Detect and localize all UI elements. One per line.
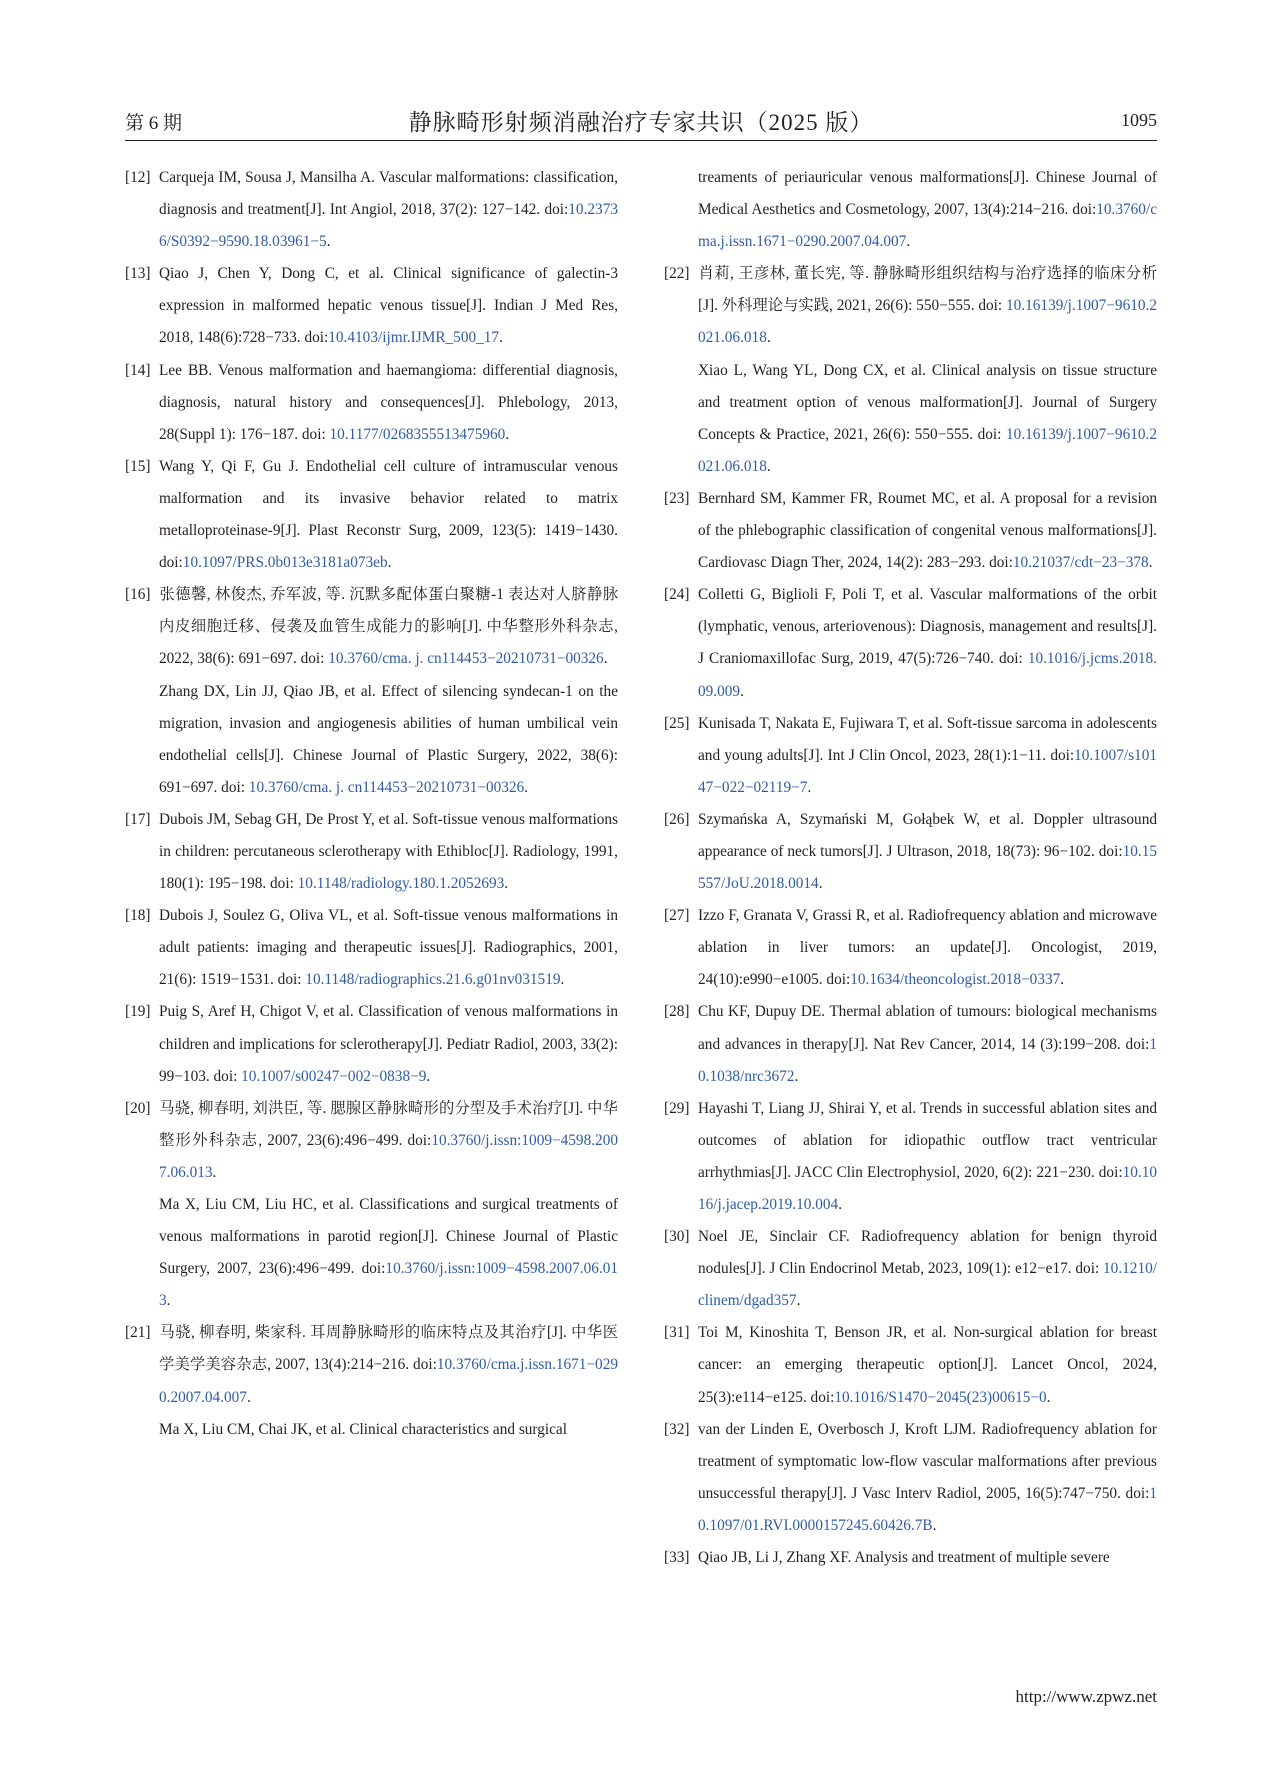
reference-entry bbox=[664, 1542, 1157, 1574]
reference-text: Hayashi T, Liang JJ, Shirai Y, et al. Trends in successful ablation sites and outcomes of ablation for idiopathic outflow tract ventricular arrhythmias[J]. JACC Clin Electrophysiol, 2020, 6(2): 221−230. doi: bbox=[698, 1099, 1157, 1181]
reference-entry bbox=[664, 804, 1157, 900]
reference-period: . bbox=[766, 457, 771, 475]
reference-entry bbox=[125, 162, 618, 258]
reference-period: . bbox=[326, 233, 331, 251]
reference-text: Qiao JB, Li J, Zhang XF. Analysis and treatment of multiple severe bbox=[698, 1549, 1110, 1567]
reference-period: . bbox=[504, 875, 509, 893]
doi-link[interactable]: 10.23736/S0392−9590.18.03961−5 bbox=[159, 201, 618, 251]
reference-text: Toi M, Kinoshita T, Benson JR, et al. Non-surgical ablation for breast cancer: an emerging therapeutic option[J]. Lancet Oncol, 2024, 25(3):e114−e125. doi: bbox=[698, 1324, 1157, 1406]
doi-link[interactable]: 10.3760/cma.j.issn.1671−0290.2007.04.007 bbox=[698, 201, 1157, 251]
reference-number: [31] bbox=[664, 1324, 690, 1342]
reference-number: [28] bbox=[664, 1003, 690, 1021]
doi-link[interactable]: 10.1016/S1470−2045(23)00615−0 bbox=[834, 1388, 1047, 1406]
reference-number: [29] bbox=[664, 1099, 690, 1117]
reference-text: van der Linden E, Overbosch J, Kroft LJM. Radiofrequency ablation for treatment of symptomatic low-flow vascular malformations after previous unsuccessful therapy[J]. J Vasc Interv Radiol, 2005, 16(5):747−750. doi: bbox=[698, 1420, 1157, 1502]
running-title: 静脉畸形射频消融治疗专家共识（2025 版） bbox=[408, 110, 874, 135]
reference-period: . bbox=[932, 1516, 937, 1534]
doi-link[interactable]: 10.3760/j.issn:1009−4598.2007.06.013 bbox=[159, 1260, 618, 1310]
reference-text: 张德馨, 林俊杰, 乔军波, 等. 沉默多配体蛋白聚糖-1 表达对人脐静脉内皮细胞迁移、侵袭及血管生成能力的影响[J]. 中华整形外科杂志, 2022, 38(6): 691−697. doi: bbox=[159, 586, 618, 668]
reference-text: Dubois J, Soulez G, Oliva VL, et al. Soft-tissue venous malformations in adult patients: imaging and therapeutic issues[J]. Radiographics, 2001, 21(6): 1519−1531. doi: bbox=[159, 907, 618, 989]
reference-period: . bbox=[906, 233, 911, 251]
reference-entry bbox=[125, 1317, 618, 1413]
reference-entry bbox=[125, 1093, 618, 1189]
reference-number: [21] bbox=[125, 1324, 151, 1342]
references-left-column bbox=[125, 162, 618, 1446]
reference-period: . bbox=[796, 1292, 801, 1310]
doi-link[interactable]: 10.1148/radiographics.21.6.g01nv031519 bbox=[305, 971, 561, 989]
reference-entry bbox=[664, 1221, 1157, 1317]
reference-period: . bbox=[766, 329, 771, 347]
reference-text: Dubois JM, Sebag GH, De Prost Y, et al. Soft-tissue venous malformations in children: percutaneous sclerotherapy with Ethibloc[J]. Radiology, 1991, 180(1): 195−198. doi: bbox=[159, 810, 618, 893]
reference-translation bbox=[125, 676, 618, 804]
reference-number: [22] bbox=[664, 265, 690, 283]
reference-number: [14] bbox=[125, 361, 151, 379]
doi-link[interactable]: 10.21037/cdt−23−378 bbox=[1012, 554, 1149, 572]
reference-number: [18] bbox=[125, 907, 151, 925]
reference-number: [13] bbox=[125, 265, 151, 283]
reference-number: [19] bbox=[125, 1003, 151, 1021]
reference-text: Colletti G, Biglioli F, Poli T, et al. Vascular malformations of the orbit (lymphatic, venous, arteriovenous): Diagnosis, management and results[J]. J Craniomaxillofac Surg, 2019, 47(5):726−740. doi: bbox=[698, 586, 1157, 668]
reference-period: . bbox=[246, 1388, 251, 1406]
doi-link[interactable]: 10.15557/JoU.2018.0014 bbox=[698, 842, 1157, 893]
reference-period: . bbox=[426, 1067, 431, 1085]
reference-period: . bbox=[1060, 971, 1065, 989]
doi-link[interactable]: 10.1148/radiology.180.1.2052693 bbox=[297, 875, 505, 893]
reference-entry bbox=[664, 996, 1157, 1092]
reference-entry bbox=[125, 900, 618, 996]
reference-text: Noel JE, Sinclair CF. Radiofrequency ablation for benign thyroid nodules[J]. J Clin Endocrinol Metab, 2023, 109(1): e12−e17. doi: bbox=[698, 1228, 1157, 1278]
doi-link[interactable]: 10.1016/j.jcms.2018.09.009 bbox=[698, 650, 1157, 700]
footer-url: http://www.zpwz.net bbox=[1015, 1687, 1157, 1706]
doi-link[interactable]: 10.4103/ijmr.IJMR_500_17 bbox=[328, 329, 500, 347]
reference-period: . bbox=[838, 1196, 843, 1213]
reference-number: [20] bbox=[125, 1099, 151, 1117]
reference-entry bbox=[664, 1093, 1157, 1221]
reference-entry bbox=[125, 451, 618, 579]
doi-link[interactable]: 10.1016/j.jacep.2019.10.004 bbox=[698, 1163, 1157, 1213]
doi-link[interactable]: 10.16139/j.1007−9610.2021.06.018 bbox=[698, 297, 1157, 347]
reference-period: . bbox=[499, 329, 503, 347]
reference-number: [30] bbox=[664, 1228, 690, 1246]
reference-text: treaments of periauricular venous malformations[J]. Chinese Journal of Medical Aesthetics and Cosmetology, 2007, 13(4):214−216. doi: bbox=[698, 169, 1157, 219]
doi-link[interactable]: 10.1038/nrc3672 bbox=[698, 1035, 1157, 1085]
reference-text: 肖莉, 王彦林, 董长宪, 等. 静脉畸形组织结构与治疗选择的临床分析[J]. 外科理论与实践, 2021, 26(6): 550−555. doi: bbox=[698, 265, 1157, 315]
reference-text: Ma X, Liu CM, Liu HC, et al. Classifications and surgical treatments of venous malformations in parotid region[J]. Chinese Journal of Plastic Surgery, 2007, 23(6):496−499. doi: bbox=[159, 1196, 618, 1278]
reference-translation bbox=[125, 1414, 618, 1446]
reference-translation bbox=[664, 355, 1157, 483]
reference-text: Xiao L, Wang YL, Dong CX, et al. Clinical analysis on tissue structure and treatment option of venous malformation[J]. Journal of Surgery Concepts & Practice, 2021, 26(6): 550−555. doi: bbox=[698, 361, 1157, 443]
reference-number: [16] bbox=[125, 586, 151, 604]
doi-link[interactable]: 10.1007/s00247−002−0838−9 bbox=[241, 1067, 427, 1085]
reference-period: . bbox=[212, 1163, 217, 1181]
reference-text: Qiao J, Chen Y, Dong C, et al. Clinical significance of galectin-3 expression in malformed hepatic venous tissue[J]. Indian J Med Res, 2018, 148(6):728−733. doi: bbox=[159, 265, 618, 347]
doi-link[interactable]: 10.1007/s10147−022−02119−7 bbox=[698, 746, 1157, 796]
reference-translation bbox=[125, 1189, 618, 1317]
reference-text: Kunisada T, Nakata E, Fujiwara T, et al. Soft-tissue sarcoma in adolescents and young adults[J]. Int J Clin Oncol, 2023, 28(1):1−11. doi: bbox=[698, 714, 1157, 764]
reference-number: [26] bbox=[664, 810, 690, 828]
reference-number: [25] bbox=[664, 714, 690, 732]
page-number: 1095 bbox=[1121, 110, 1157, 130]
reference-period: . bbox=[1046, 1388, 1051, 1406]
reference-period: . bbox=[818, 875, 823, 893]
reference-entry bbox=[125, 996, 618, 1092]
doi-link[interactable]: 10.1210/clinem/dgad357 bbox=[698, 1260, 1157, 1310]
reference-entry bbox=[664, 1414, 1157, 1542]
doi-link[interactable]: 10.3760/j.issn:1009−4598.2007.06.013 bbox=[159, 1131, 618, 1181]
reference-period: . bbox=[740, 682, 744, 700]
reference-entry bbox=[664, 579, 1157, 707]
reference-text: Carqueja IM, Sousa J, Mansilha A. Vascular malformations: classification, diagnosis and treatment[J]. Int Angiol, 2018, 37(2): 127−142. doi: bbox=[159, 169, 618, 219]
references-right-column bbox=[664, 162, 1157, 1574]
reference-entry bbox=[125, 355, 618, 451]
reference-period: . bbox=[524, 778, 529, 796]
reference-entry bbox=[664, 258, 1157, 354]
reference-number: [23] bbox=[664, 489, 690, 507]
reference-period: . bbox=[166, 1292, 171, 1310]
reference-period: . bbox=[794, 1067, 799, 1085]
reference-entry bbox=[125, 258, 618, 354]
reference-entry bbox=[664, 483, 1157, 579]
reference-number: [15] bbox=[125, 457, 151, 475]
reference-period: . bbox=[387, 554, 392, 572]
reference-text: Bernhard SM, Kammer FR, Roumet MC, et al. A proposal for a revision of the phlebographic classification of congenital venous malformations[J]. Cardiovasc Diagn Ther, 2024, 14(2): 283−293. doi: bbox=[698, 489, 1157, 572]
reference-text: 马骁, 柳春明, 柴家科. 耳周静脉畸形的临床特点及其治疗[J]. 中华医学美学美容杂志, 2007, 13(4):214−216. doi: bbox=[159, 1324, 618, 1374]
doi-link[interactable]: 10.1097/PRS.0b013e3181a073eb bbox=[182, 554, 388, 572]
doi-link[interactable]: 10.1634/theoncologist.2018−0337 bbox=[850, 971, 1061, 989]
reference-period: . bbox=[560, 971, 565, 989]
reference-period: . bbox=[505, 425, 510, 443]
reference-number: [32] bbox=[664, 1420, 690, 1438]
reference-text: Izzo F, Granata V, Grassi R, et al. Radiofrequency ablation and microwave ablation in liver tumors: an update[J]. Oncologist, 2019, 24(10):e990−e1005. doi: bbox=[698, 907, 1157, 989]
reference-entry bbox=[125, 579, 618, 675]
reference-text: Puig S, Aref H, Chigot V, et al. Classification of venous malformations in children and implications for sclerotherapy[J]. Pediatr Radiol, 2003, 33(2): 99−103. doi: bbox=[159, 1003, 618, 1085]
reference-translation bbox=[664, 162, 1157, 258]
reference-text: Lee BB. Venous malformation and haemangioma: differential diagnosis, diagnosis, natural history and consequences[J]. Phlebology, 2013, 28(Suppl 1): 176−187. doi: bbox=[159, 361, 618, 443]
reference-text: Wang Y, Qi F, Gu J. Endothelial cell culture of intramuscular venous malformation and its invasive behavior related to matrix metalloproteinase-9[J]. Plast Reconstr Surg, 2009, 123(5): 1419−1430. doi: bbox=[159, 457, 618, 572]
reference-period: . bbox=[1148, 554, 1153, 572]
reference-text: Zhang DX, Lin JJ, Qiao JB, et al. Effect of silencing syndecan-1 on the migration, invasion and angiogenesis abilities of human umbilical vein endothelial cells[J]. Chinese Journal of Plastic Surgery, 2022, 38(6): 691−697. doi: bbox=[159, 682, 618, 796]
reference-entry bbox=[664, 900, 1157, 996]
doi-link[interactable]: 10.16139/j.1007−9610.2021.06.018 bbox=[698, 425, 1157, 475]
doi-link[interactable]: 10.1097/01.RVI.0000157245.60426.7B bbox=[698, 1484, 1157, 1534]
doi-link[interactable]: 10.3760/cma. j. cn114453−20210731−00326 bbox=[248, 778, 525, 796]
doi-link[interactable]: 10.3760/cma. j. cn114453−20210731−00326 bbox=[328, 650, 604, 668]
running-header bbox=[125, 104, 1157, 141]
reference-number: [17] bbox=[125, 810, 151, 828]
reference-text: 马骁, 柳春明, 刘洪臣, 等. 腮腺区静脉畸形的分型及手术治疗[J]. 中华整形外科杂志, 2007, 23(6):496−499. doi: bbox=[159, 1099, 618, 1149]
doi-link[interactable]: 10.3760/cma.j.issn.1671−0290.2007.04.007 bbox=[159, 1356, 618, 1406]
reference-period: . bbox=[603, 650, 608, 668]
doi-link[interactable]: 10.1177/0268355513475960 bbox=[329, 425, 506, 443]
reference-entry bbox=[664, 1317, 1157, 1413]
reference-text: Ma X, Liu CM, Chai JK, et al. Clinical characteristics and surgical bbox=[159, 1420, 567, 1438]
issue-number: 第 6 期 bbox=[125, 113, 183, 134]
reference-number: [24] bbox=[664, 586, 690, 604]
reference-entry bbox=[125, 804, 618, 900]
reference-number: [33] bbox=[664, 1549, 690, 1567]
reference-number: [27] bbox=[664, 907, 690, 925]
reference-entry bbox=[664, 708, 1157, 804]
reference-period: . bbox=[807, 778, 812, 796]
reference-number: [12] bbox=[125, 169, 151, 186]
reference-text: Szymańska A, Szymański M, Gołąbek W, et al. Doppler ultrasound appearance of neck tumors[J]. J Ultrason, 2018, 18(73): 96−102. doi: bbox=[698, 810, 1157, 860]
reference-text: Chu KF, Dupuy DE. Thermal ablation of tumours: biological mechanisms and advances in therapy[J]. Nat Rev Cancer, 2014, 14 (3):199−208. doi: bbox=[698, 1003, 1157, 1053]
